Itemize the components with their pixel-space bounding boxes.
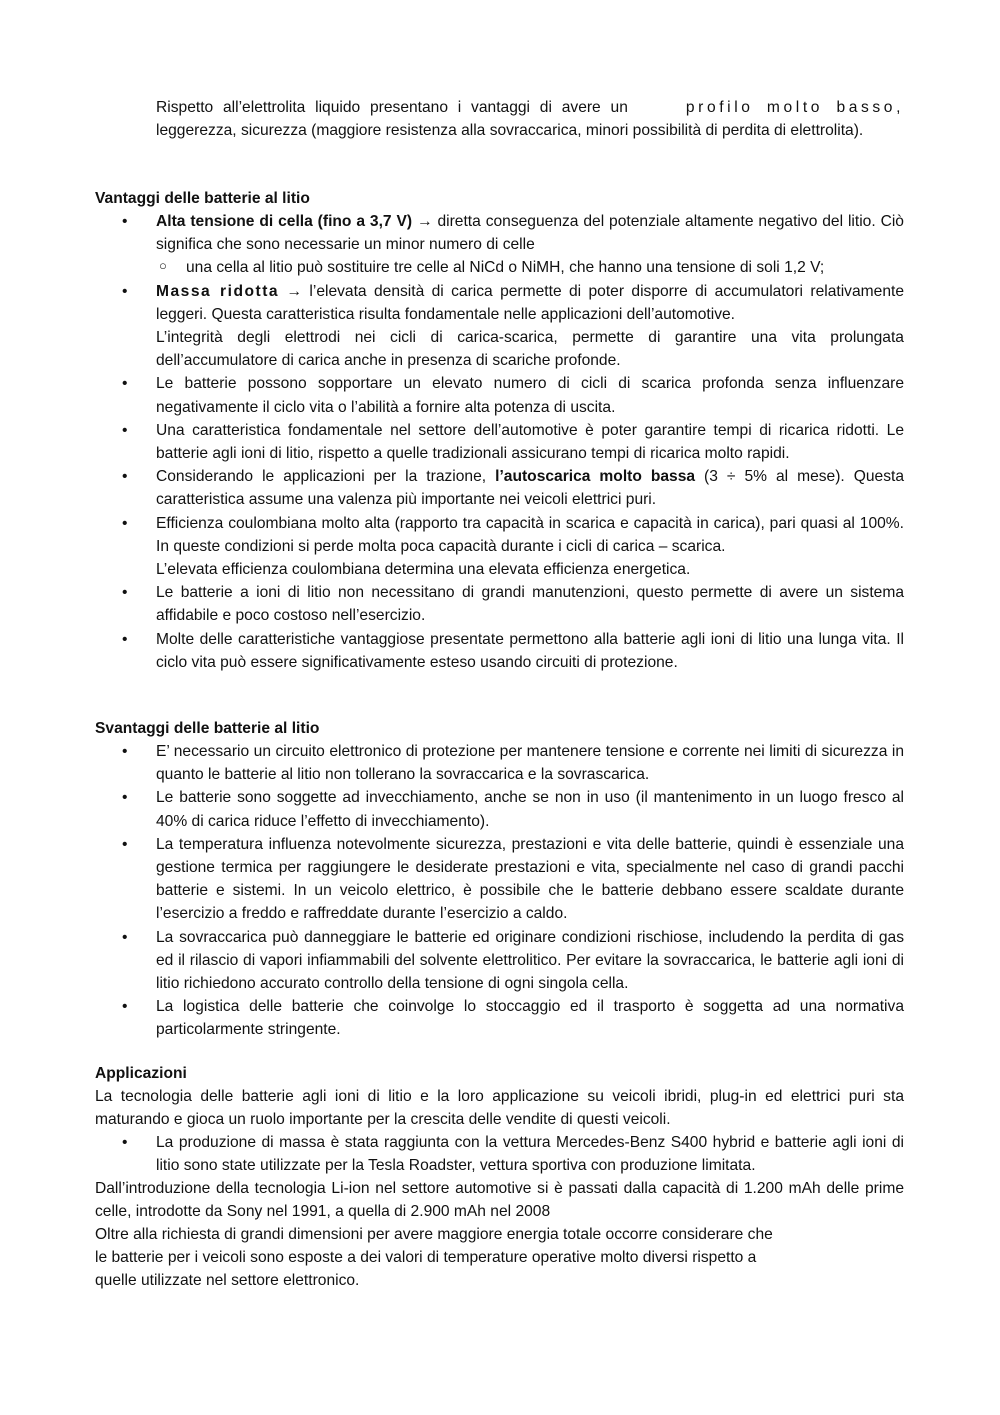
item-text: Le batterie possono sopportare un elevato numero di cicli di scarica profonda senza influenzare negativamente il ciclo vita o l’abilità a fornire alta potenza di uscita. <box>156 375 904 416</box>
item-text: La sovraccarica può danneggiare le batterie ed originare condizioni rischiose, includendo la perdita di gas ed il rilascio di vapori infiammabili del solvente elettrolitico. Per evitare la sovraccarica, le batterie agli ioni di litio richiedono accurato controllo della tensione di ogni singola cella. <box>156 928 904 993</box>
list-item <box>95 210 904 280</box>
disadvantages-list <box>95 740 904 1042</box>
list-item <box>95 512 904 582</box>
disadvantages-heading: Svantaggi delle batterie al litio <box>95 720 320 737</box>
list-item <box>95 740 904 786</box>
bullet-icon: • <box>122 789 128 807</box>
list-item <box>95 581 904 627</box>
list-item <box>95 995 904 1041</box>
item-text: Le batterie sono soggette ad invecchiamento, anche se non in uso (il mantenimento in un luogo fresco al 40% di carica riduce l’effetto di invecchiamento). <box>156 789 904 830</box>
bullet-icon: • <box>122 584 128 602</box>
paragraph-line: le batterie per i veicoli sono esposte a dei valori di temperature operative molto diversi rispetto a <box>95 1249 757 1267</box>
list-item <box>95 280 904 373</box>
item-text: Considerando le applicazioni per la trazione, <box>156 468 496 486</box>
intro-text-before: Rispetto all’elettrolita liquido presentano i vantaggi di avere un <box>156 99 628 116</box>
applications-paragraph: La tecnologia delle batterie agli ioni di litio e la loro applicazione su veicoli ibridi, plug-in ed elettrici puri sta maturando e gioca un ruolo importante per la crescita delle vendite di questi veicoli. <box>95 1088 904 1129</box>
intro-text-after: leggerezza, sicurezza (maggiore resistenza alla sovraccarica, minori possibilità di perdita di elettrolita). <box>156 122 864 140</box>
item-bold-text: l’autoscarica molto bassa <box>495 468 696 486</box>
item-text: (3 ÷ 5% al mese). Questa caratteristica assume una valenza più importante nei veicoli elettrici puri. <box>156 468 905 509</box>
advantages-list <box>95 210 904 674</box>
item-bold-text: Massa ridotta <box>156 282 280 300</box>
bullet-icon: • <box>122 375 128 393</box>
list-item <box>95 1131 904 1177</box>
capacity-paragraph: Dall’introduzione della tecnologia Li-ion nel settore automotive si è passati dalla capacità di 1.200 mAh delle prime celle, introdotte da Sony nel 1991, a quella di 2.900 mAh nel 2008 <box>95 1180 904 1221</box>
item-text: → diretta conseguenza del potenziale altamente negativo del litio. Ciò significa che sono necessarie un minor numero di celle <box>156 213 904 254</box>
item-extra-text: L’integrità degli elettrodi nei cicli di carica-scarica, permette di garantire una vita prolungata dell’accumulatore di carica anche in presenza di scariche profonde. <box>156 329 904 370</box>
list-item <box>95 465 904 511</box>
applications-list <box>95 1131 904 1177</box>
intro-paragraph <box>156 96 904 142</box>
item-extra-text: L’elevata efficienza coulombiana determina una elevata efficienza energetica. <box>156 561 691 579</box>
list-item <box>95 833 904 926</box>
item-text: Una caratteristica fondamentale nel settore dell’automotive è poter garantire tempi di ricarica ridotti. Le batterie agli ioni di litio, rispetto a quelle tradizionali assicurano tempi di ricarica molto rapidi. <box>156 421 904 463</box>
intro-spaced-text: profilo molto basso, <box>685 99 904 116</box>
bullet-icon: • <box>122 468 128 486</box>
bullet-icon: • <box>122 514 128 532</box>
sub-list-item <box>156 256 904 279</box>
list-item <box>95 926 904 996</box>
advantages-heading: Vantaggi delle batterie al litio <box>95 190 310 207</box>
paragraph-line: quelle utilizzate nel settore elettronico. <box>95 1272 360 1290</box>
bullet-icon: • <box>122 928 128 946</box>
item-text: Le batterie a ioni di litio non necessitano di grandi manutenzioni, questo permette di avere un sistema affidabile e poco costoso nell’esercizio. <box>156 584 904 625</box>
item-text: La produzione di massa è stata raggiunta con la vettura Mercedes-Benz S400 hybrid e batterie agli ioni di litio sono state utilizzate per la Tesla Roadster, vettura sportiva con produzione limitata. <box>156 1134 904 1175</box>
temperature-paragraph <box>95 1223 904 1293</box>
list-item <box>95 628 904 674</box>
bullet-icon: • <box>122 743 128 760</box>
sub-item-text: una cella al litio può sostituire tre celle al NiCd o NiMH, che hanno una tensione di soli 1,2 V; <box>186 259 825 277</box>
item-text: Molte delle caratteristiche vantaggiose presentate permettono alla batterie agli ioni di litio una lunga vita. Il ciclo vita può essere significativamente esteso usando circuiti di protezione. <box>156 630 904 671</box>
circle-bullet-icon: ○ <box>159 258 167 274</box>
item-text: → l’elevata densità di carica permette di poter disporre di accumulatori relativamente leggeri. Questa caratteristica risulta fondamentale nelle applicazioni dell’automotive. <box>156 282 904 323</box>
item-text: La temperatura influenza notevolmente sicurezza, prestazioni e vita delle batterie, quindi è essenziale una gestione termica per raggiungere le desiderate prestazioni e vita, specialmente nel caso di grandi pacchi batterie e sistemi. In un veicolo elettrico, è possibile che le batterie debbano essere scaldate durante l’esercizio a freddo e raffreddate durante l’esercizio a caldo. <box>156 835 904 923</box>
bullet-icon: • <box>122 1134 128 1151</box>
bullet-icon: • <box>122 835 128 853</box>
bullet-icon: • <box>122 213 128 230</box>
applications-heading: Applicazioni <box>95 1065 187 1082</box>
bullet-icon: • <box>122 421 128 439</box>
item-text: Efficienza coulombiana molto alta (rapporto tra capacità in scarica e capacità in carica), pari quasi al 100%. In queste condizioni si perde molta poca capacità durante i cicli di carica – scarica. <box>156 514 904 555</box>
item-text: La logistica delle batterie che coinvolge lo stoccaggio ed il trasporto è soggetta ad una normativa particolarmente stringente. <box>156 998 904 1039</box>
bullet-icon: • <box>122 282 128 300</box>
list-item <box>95 786 904 832</box>
list-item <box>95 372 904 418</box>
paragraph-line: Oltre alla richiesta di grandi dimensioni per avere maggiore energia totale occorre considerare che <box>95 1226 773 1243</box>
item-text: E’ necessario un circuito elettronico di protezione per mantenere tensione e corrente nei limiti di sicurezza in quanto le batterie al litio non tollerano la sovraccarica e la sovrascarica. <box>156 743 904 784</box>
item-bold-text: Alta tensione di cella (fino a 3,7 V) <box>156 213 413 230</box>
sub-list <box>156 256 904 279</box>
list-item <box>95 419 904 465</box>
bullet-icon: • <box>122 630 128 648</box>
bullet-icon: • <box>122 998 128 1016</box>
